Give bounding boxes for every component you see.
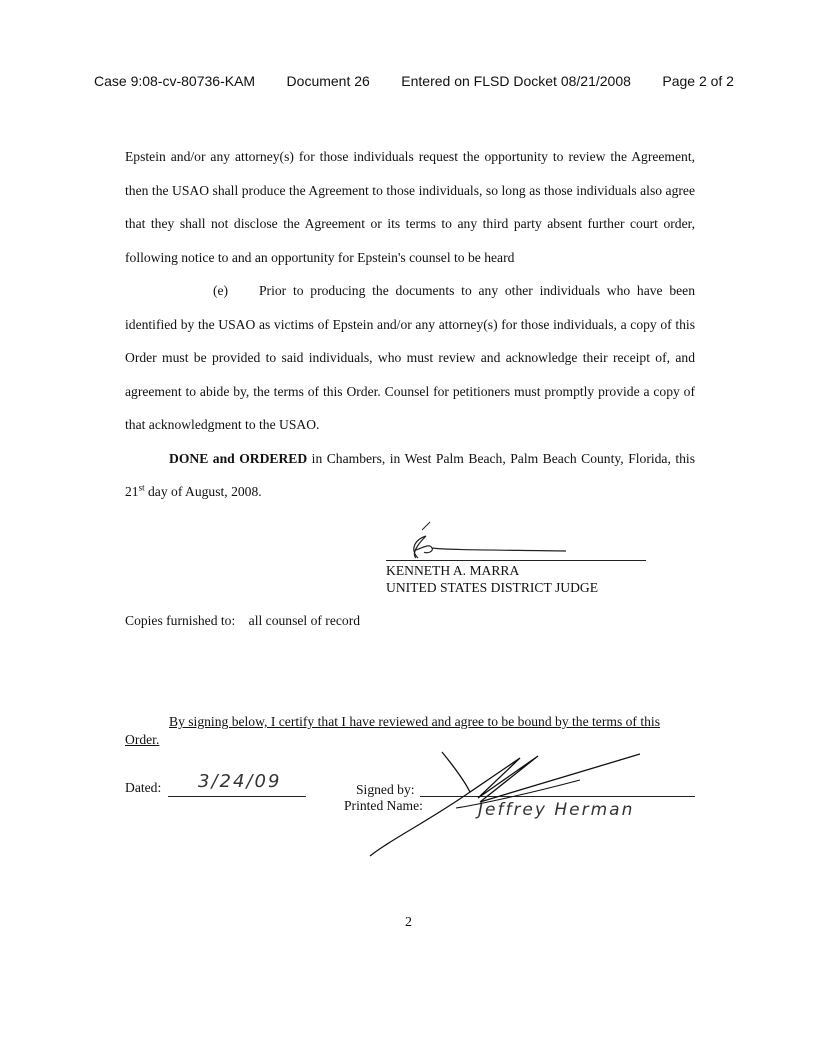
judge-name: KENNETH A. MARRA: [386, 563, 520, 578]
paragraph-continued: Epstein and/or any attorney(s) for those individuals request the opportunity to review the Agreement, then the USAO shall produce the Agreement to those individuals, so long as those individuals also agree that they shall not disclose the Agreement or its terms to any third party absent further court order, following notice to and an opportunity for Epstein's counsel to be heard: [125, 149, 695, 265]
done-text: in Chambers, in West Palm Beach, Palm Beach County, Florida, this 21: [125, 450, 695, 499]
done-and-ordered-heading: DONE and ORDERED: [169, 450, 308, 466]
page-number: 2: [405, 915, 412, 930]
page-indicator: Page 2 of 2: [662, 73, 734, 89]
copies-furnished: [125, 613, 360, 629]
document-number: Document 26: [286, 73, 370, 89]
docket-header: [94, 73, 734, 89]
dated-line: [168, 796, 306, 797]
printed-name-value: Jeffrey Herman: [478, 800, 635, 820]
paragraph-e-text: Prior to producing the documents to any other individuals who have been identified by the USAO as victims of Epstein and/or any attorney(s) for those individuals, a copy of this Order must be provided to said individuals, who must review and acknowledge their receipt of, and agreement to abide by, the terms of this Order. Counsel for petitioners must promptly provide a copy of that acknowledgment to the USAO.: [125, 283, 695, 432]
printed-name-label: Printed Name:: [344, 798, 423, 813]
certification-statement: [125, 713, 695, 749]
paragraph-e: [125, 274, 695, 442]
case-number: Case 9:08-cv-80736-KAM: [94, 73, 256, 89]
copies-label: Copies furnished to:: [125, 613, 236, 628]
judge-block: [386, 562, 598, 596]
order-body: [125, 140, 695, 509]
dated-value: 3/24/09: [198, 771, 282, 792]
paragraph-e-label: (e): [213, 283, 229, 298]
judge-signature: [386, 520, 646, 562]
done-date-end: day of August, 2008.: [144, 484, 262, 499]
judge-signature-line: [386, 560, 646, 561]
done-and-ordered-paragraph: [125, 442, 695, 509]
certification-text-end: Order.: [125, 732, 160, 747]
copies-value: all counsel of record: [248, 613, 361, 628]
signer-signature: [360, 750, 650, 860]
dated-label: Dated:: [125, 780, 162, 795]
docket-entry: Entered on FLSD Docket 08/21/2008: [401, 73, 631, 89]
certification-text: By signing below, I certify that I have reviewed and agree to be bound by the terms of this: [169, 714, 660, 729]
signed-by-label: Signed by:: [356, 782, 415, 797]
day-ordinal-suffix: st: [138, 482, 145, 493]
judge-title: UNITED STATES DISTRICT JUDGE: [386, 580, 599, 595]
